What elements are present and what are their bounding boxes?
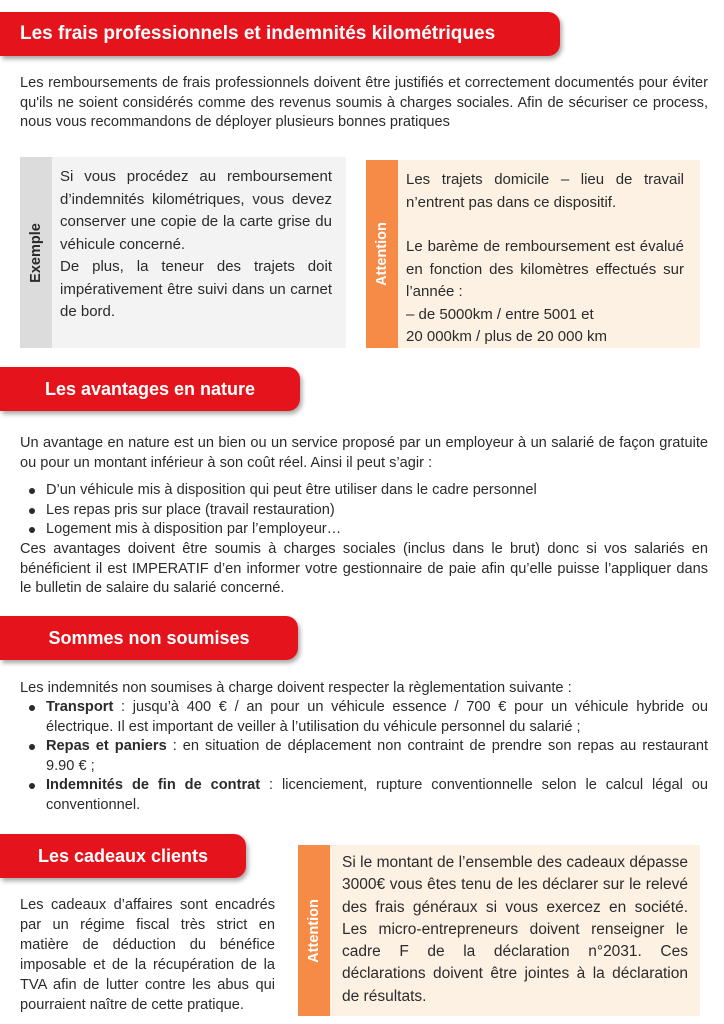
- attention-box-frais: [366, 160, 700, 348]
- avantages-list: [20, 481, 708, 540]
- body-cadeaux: Les cadeaux d’affaires sont encadrés par un régime fiscal très strict en matière de déduction du bénéfice imposable et de la récupération de la TVA afin de lutter contre les abus qui pourraient naître de cette pratique.: [20, 897, 275, 1013]
- attention-text: Si le montant de l’ensemble des cadeaux dépasse 3000€ vous êtes tenu de les déclarer sur le relevé des frais généraux si vous exercez en société. Les micro-entrepreneurs doivent renseigner le cadre F de la déclaration n°2031. Ces déclarations doivent être jointes à la déclaration de résultats.: [342, 854, 688, 1005]
- section-title-text: Sommes non soumises: [48, 627, 250, 648]
- attention-text-3: – de 5000km / entre 5001 et: [406, 305, 594, 323]
- section-title-text: Les avantages en nature: [44, 378, 256, 399]
- attention-tab: [366, 160, 398, 348]
- example-tab: [20, 157, 52, 348]
- outro-avantages: Ces avantages doivent être soumis à charges sociales (inclus dans le brut) donc si vos salariés en bénéficient il est IMPERATIF d’en informer votre gestionnaire de paie afin qu’elle puisse l’appliquer dans le bulletin de salaire du salarié concerné.: [20, 541, 708, 596]
- list-item-text: : jusqu’à 400 € / an pour un véhicule essence / 700 € pour un véhicule hybride ou électrique. Il est important de veiller à l’utilisation du véhicule personnel du salarié ;: [46, 699, 708, 735]
- attention-label: Attention: [374, 222, 390, 286]
- section-title-text: Les cadeaux clients: [37, 845, 209, 866]
- list-item: [20, 698, 708, 737]
- sommes-list: [20, 698, 708, 815]
- attention-text-2: Le barème de remboursement est évalué en fonction des kilomètres effectués sur l’année :: [406, 238, 684, 300]
- list-item-term: Repas et paniers: [46, 738, 167, 754]
- list-item-text: : en situation de déplacement non contraint de prendre son repas au restaurant 9.90 € ;: [46, 738, 708, 774]
- attention-box-cadeaux: [298, 845, 700, 1016]
- section-title-cadeaux: [0, 834, 246, 878]
- list-item: [20, 737, 708, 776]
- intro-sommes: Les indemnités non soumises à charge doivent respecter la règlementation suivante :: [20, 680, 572, 696]
- example-text-2: De plus, la teneur des trajets doit impérativement être suivi dans un carnet de bord.: [60, 258, 332, 320]
- intro-avantages: Un avantage en nature est un bien ou un service proposé par un employeur à un salarié de façon gratuite ou pour un montant inférieur à son coût réel. Ainsi il peut s’agir :: [20, 435, 708, 471]
- list-item: D’un véhicule mis à disposition qui peut être utiliser dans le cadre personnel: [20, 481, 708, 501]
- intro-frais: Les remboursements de frais professionnels doivent être justifiés et correctement documentés pour éviter qu'ils ne soient considérés comme des revenus soumis à charges sociales. Afin de sécuriser ce process, nous vous recommandons de déployer plusieurs bonnes pratiques: [20, 75, 708, 130]
- attention-label: Attention: [306, 898, 322, 963]
- list-item: [20, 776, 708, 815]
- list-item-term: Transport: [46, 699, 114, 715]
- attention-text-1: Les trajets domicile – lieu de travail n’entrent pas dans ce dispositif.: [406, 171, 684, 211]
- example-label: Exemple: [28, 222, 44, 283]
- section-title-frais: [0, 12, 560, 56]
- attention-tab: [298, 845, 330, 1016]
- attention-text-4: 20 000km / plus de 20 000 km: [406, 328, 607, 345]
- example-box: [20, 157, 346, 348]
- list-item: Logement mis à disposition par l’employeur…: [20, 520, 708, 540]
- list-item-text: : licenciement, rupture conventionnelle selon le calcul légal ou conventionnel.: [46, 777, 708, 813]
- section-title-text: Les frais professionnels et indemnités kilométriques: [20, 23, 496, 44]
- list-item: Les repas pris sur place (travail restauration): [20, 501, 708, 521]
- section-title-sommes: [0, 616, 298, 660]
- section-title-avantages: [0, 367, 300, 411]
- list-item-term: Indemnités de fin de contrat: [46, 777, 261, 793]
- example-text-1: Si vous procédez au remboursement d’indemnités kilométriques, vous devez conserver une copie de la carte grise du véhicule concerné.: [60, 168, 332, 253]
